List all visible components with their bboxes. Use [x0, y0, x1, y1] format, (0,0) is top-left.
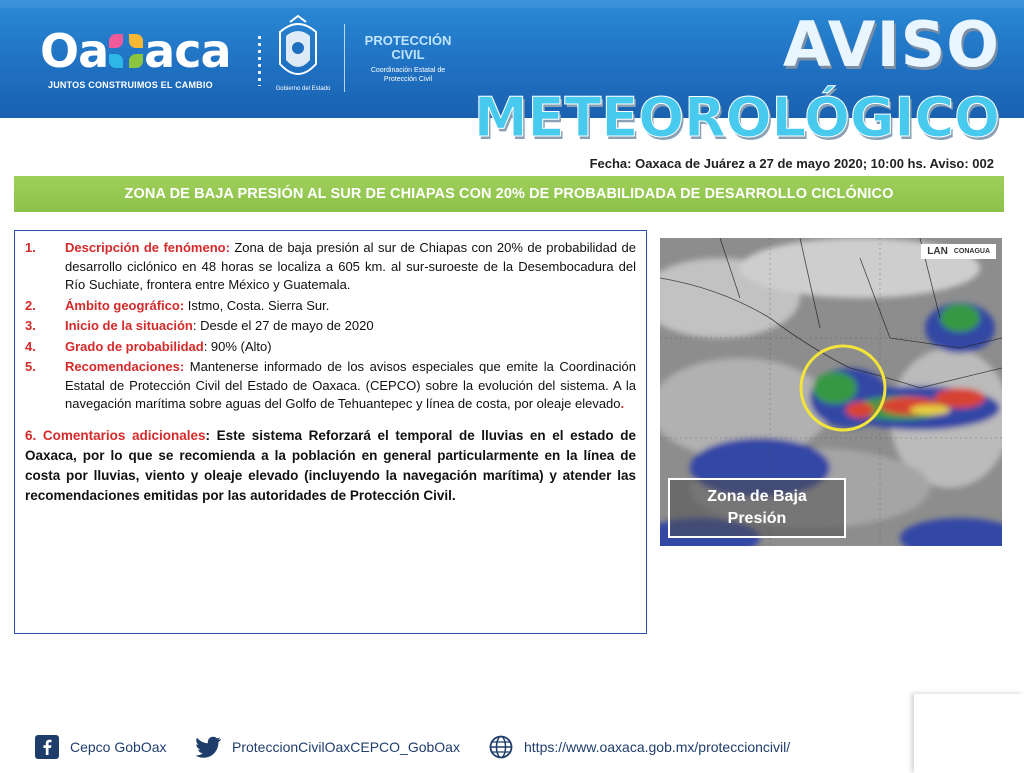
pc-title-1: PROTECCIÓN — [364, 33, 452, 48]
oaxaca-wordmark — [40, 26, 231, 76]
list-item — [25, 338, 636, 357]
page-curl-corner — [914, 694, 1024, 773]
item-number: 2. — [25, 297, 36, 313]
brand-part-2: aca — [144, 24, 231, 78]
item-label: Descripción de fenómeno: — [65, 240, 230, 255]
globe-icon — [488, 734, 514, 760]
item-text: Zona de baja presión al sur de Chiapas con 20% de probabilidad de desarrollo ciclónico en 48 horas se localiza a 605 km. al sur-suroeste de la Desembocadura del Río Suchiate, frontera entre México y Guatemala. — [65, 240, 636, 292]
item-body — [65, 358, 636, 414]
list-item — [25, 297, 636, 316]
vertical-separator — [344, 24, 345, 92]
additional-comments — [25, 426, 636, 506]
footer — [0, 714, 1024, 773]
title-meteorologico: METEOROLÓGICO — [473, 86, 1000, 149]
date-line: Fecha: Oaxaca de Juárez a 27 de mayo 2020; 10:00 hs. Aviso: 002 — [589, 156, 994, 171]
item-label: Inicio de la situación — [65, 318, 193, 333]
item-number: 1. — [25, 240, 36, 255]
map-label-line-1: Zona de Baja — [707, 488, 807, 505]
item-number: 3. — [25, 318, 36, 333]
oaxaca-x-mark-icon — [109, 34, 143, 68]
item-number: 5. — [25, 359, 36, 374]
item-body — [65, 297, 636, 316]
pc-subtitle — [352, 66, 464, 84]
alert-banner — [14, 176, 1004, 212]
lan-conagua-logo — [921, 244, 996, 259]
comments-text: : Este sistema Reforzará el temporal de lluvias en el estado de Oaxaca, por lo que se recomienda a la población en general particularmente en la línea de costa por lluvias, viento y oleaje elevado (incluyendo la navegación marítima) y atender las recomendaciones emitidas por las autoridades de Protección Civil. — [25, 427, 637, 503]
item-body — [65, 239, 636, 295]
item-text: : 90% (Alto) — [203, 338, 272, 354]
item-text: Istmo, Costa. Sierra Sur. — [184, 297, 330, 313]
list-item — [25, 317, 636, 336]
advisory-content — [14, 230, 647, 634]
website-url: https://www.oaxaca.gob.mx/proteccioncivil/ — [524, 739, 791, 755]
list-item — [25, 358, 636, 414]
pc-title-2: CIVIL — [391, 47, 425, 62]
title-aviso: AVISO — [782, 8, 1000, 81]
facebook-handle: Cepco GobOax — [70, 739, 167, 755]
twitter-icon — [196, 734, 222, 760]
state-seal-icon — [270, 14, 326, 90]
facebook-icon — [34, 734, 60, 760]
low-pressure-label — [668, 478, 846, 538]
map-label-line-2: Presión — [727, 510, 787, 527]
pc-sub-1: Coordinación Estatal de — [370, 67, 446, 74]
twitter-handle: ProteccionCivilOaxCEPCO_GobOax — [232, 739, 460, 755]
item-number: 4. — [25, 338, 36, 354]
seal-label: Gobierno del Estado — [275, 86, 331, 92]
comments-label: 6. Comentarios adicionales — [25, 427, 206, 443]
item-text: Mantenerse informado de los avisos especiales que emite la Coordinación Estatal de Protección Civil del Estado de Oaxaca. (CEPCO) sobre la evolución del sistema. A la navegación marítima sobre aguas del Golfo de Tehuantepec y línea de costa, por oleaje elevado — [65, 359, 636, 411]
lan-logo-text: LAN — [927, 246, 948, 257]
tagline: JUNTOS CONSTRUIMOS EL CAMBIO — [48, 80, 213, 90]
satellite-image — [660, 238, 1002, 546]
proteccion-civil-logo — [352, 34, 464, 84]
item-label: Ámbito geográfico: — [65, 297, 185, 313]
item-label: Recomendaciones: — [65, 359, 185, 374]
item-text: : Desde el 27 de mayo de 2020 — [192, 318, 374, 333]
oaxaca-logo — [40, 26, 231, 90]
item-body — [65, 317, 636, 336]
website-link[interactable] — [488, 734, 790, 760]
brand-part-1: Oa — [40, 24, 109, 78]
banner-text: ZONA DE BAJA PRESIÓN AL SUR DE CHIAPAS CON 20% DE PROBABILIDADA DE DESARROLLO CICLÓNICO — [124, 186, 894, 202]
facebook-link[interactable] — [34, 734, 167, 760]
dotted-separator — [258, 36, 261, 86]
list-item — [25, 239, 636, 295]
pc-sub-2: Protección Civil — [383, 76, 433, 83]
item-body — [65, 338, 636, 357]
conagua-logo-text: CONAGUA — [953, 248, 990, 255]
item-tail: . — [620, 396, 625, 411]
twitter-link[interactable] — [196, 734, 460, 760]
item-label: Grado de probabilidad — [65, 338, 204, 354]
